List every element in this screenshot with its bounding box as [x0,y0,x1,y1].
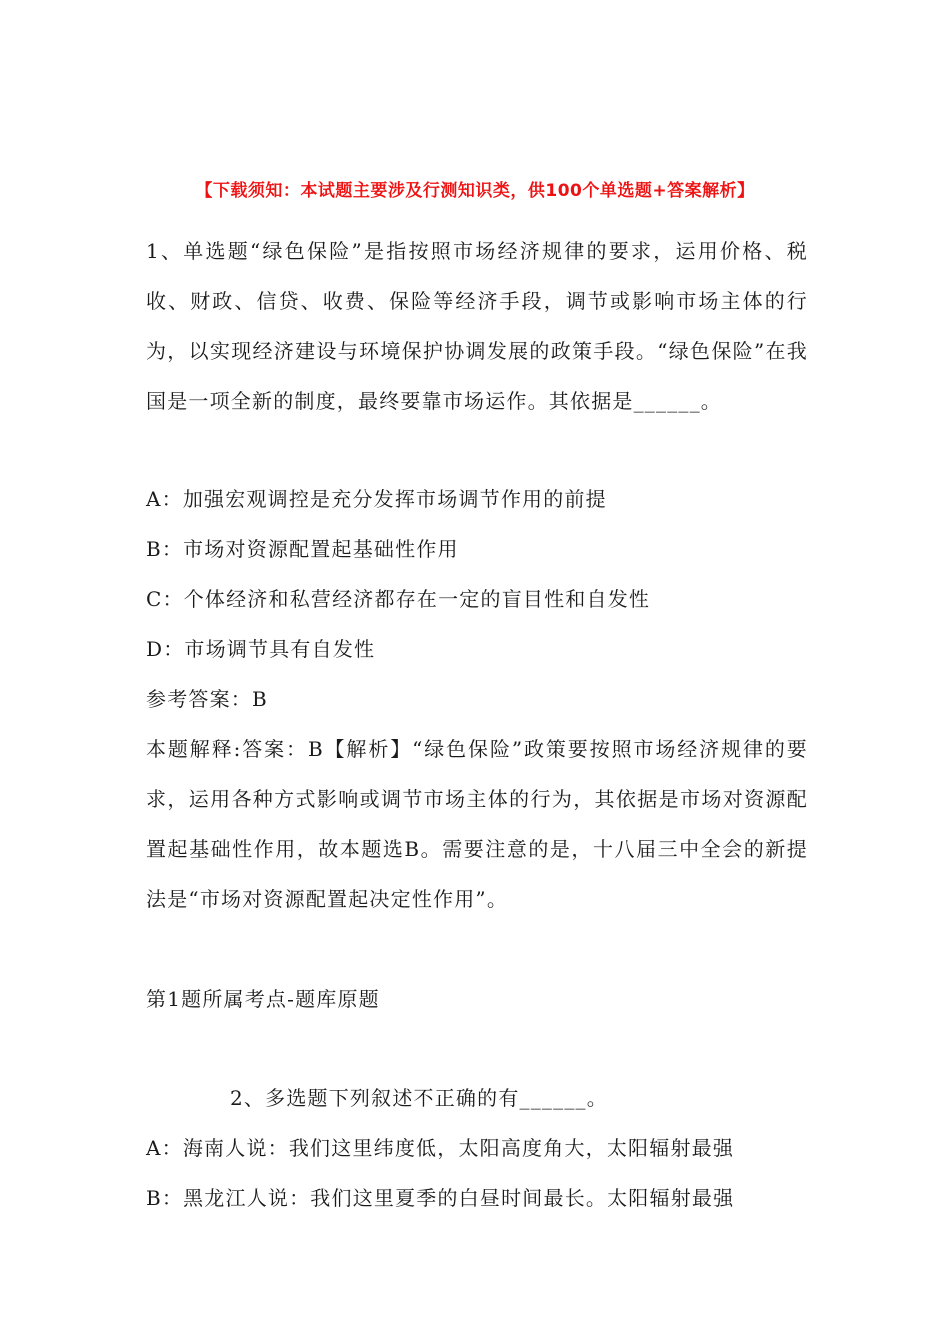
question-1-explanation: 本题解释:答案：B【解析】“绿色保险”政策要按照市场经济规律的要求，运用各种方式影响或调节市场主体的行为，其依据是市场对资源配置起基础性作用，故本题选B。需要注意的是，十八届三中全会的新提法是“市场对资源配置起决定性作用”。 [146,737,808,911]
question-1-option-d: D：市场调节具有自发性 [146,637,376,661]
question-1-option-a: A：加强宏观调控是充分发挥市场调节作用的前提 [146,487,607,511]
question-1-stem: 1、单选题“绿色保险”是指按照市场经济规律的要求，运用价格、税收、财政、信贷、收费、保险等经济手段，调节或影响市场主体的行为，以实现经济建设与环境保护协调发展的政策手段。“绿色保险”在我国是一项全新的制度，最终要靠市场运作。其依据是______。 [146,239,808,413]
question-2-option-a: A：海南人说：我们这里纬度低，太阳高度角大，太阳辐射最强 [146,1136,735,1160]
question-1-answer: 参考答案：B [146,687,268,711]
download-notice: 【下载须知：本试题主要涉及行测知识类，供100个单选题+答案解析】 [195,181,755,201]
question-1-knowledge-point: 第1题所属考点-题库原题 [146,987,380,1011]
question-1-option-b: B：市场对资源配置起基础性作用 [146,537,459,561]
question-1-option-c: C：个体经济和私营经济都存在一定的盲目性和自发性 [146,587,651,611]
question-2-stem: 2、多选题下列叙述不正确的有______。 [230,1086,608,1110]
question-2-option-b: B：黑龙江人说：我们这里夏季的白昼时间最长。太阳辐射最强 [146,1186,735,1210]
